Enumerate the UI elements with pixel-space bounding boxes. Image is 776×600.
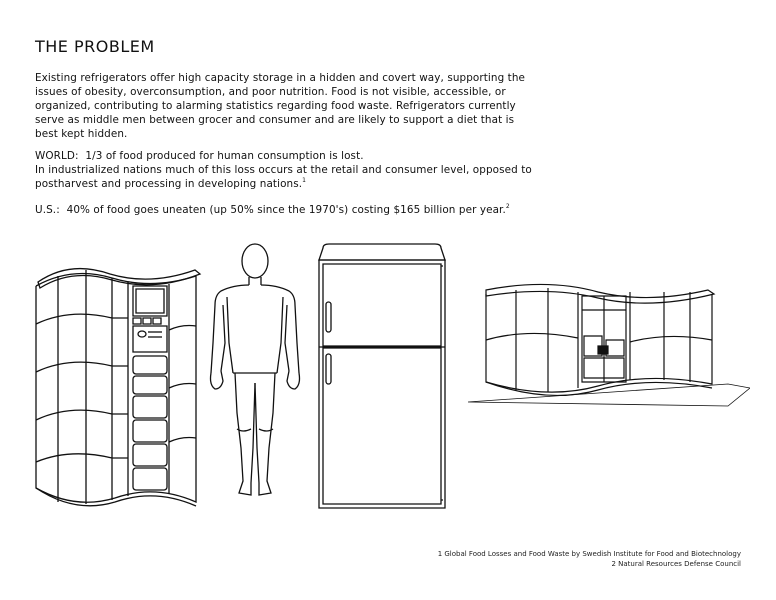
intro-paragraph: Existing refrigerators offer high capacity storage in a hidden and covert way, supporting the issues of obesity, overconsumption, and poor nutrition. Food is not visible, accessible, or organized, contributing to alarming statistics regarding food waste. Refrigerators currently serve as middle men between grocer and consumer and are likely to support a diet that is best kept hidden. [35,72,526,141]
us-label: U.S.: [35,204,60,216]
world-stat: 1/3 of food produced for human consumption is lost. [85,150,364,162]
human-figure-illustration [205,243,305,505]
footnote-2: 2 Natural Resources Defense Council [611,560,741,568]
page-title: THE PROBLEM [35,37,155,56]
us-footnote-ref: 2 [505,203,510,210]
world-footnote-ref: 1 [302,177,307,184]
world-text: In industrialized nations much of this loss occurs at the retail and consumer level, opposed to postharvest and processing in developing nations. [35,164,532,190]
world-label: WORLD: [35,150,79,162]
world-statistic [35,149,535,191]
us-text: 40% of food goes uneaten (up 50% since the 1970's) costing $165 billion per year. [66,204,506,216]
us-statistic [35,203,535,217]
tall-storage-unit-illustration [30,262,206,516]
conventional-refrigerator-illustration [313,242,451,512]
low-storage-unit-illustration [468,282,750,408]
footnote-1: 1 Global Food Losses and Food Waste by Swedish Institute for Food and Biotechnology [437,550,741,558]
footnotes [438,549,741,569]
